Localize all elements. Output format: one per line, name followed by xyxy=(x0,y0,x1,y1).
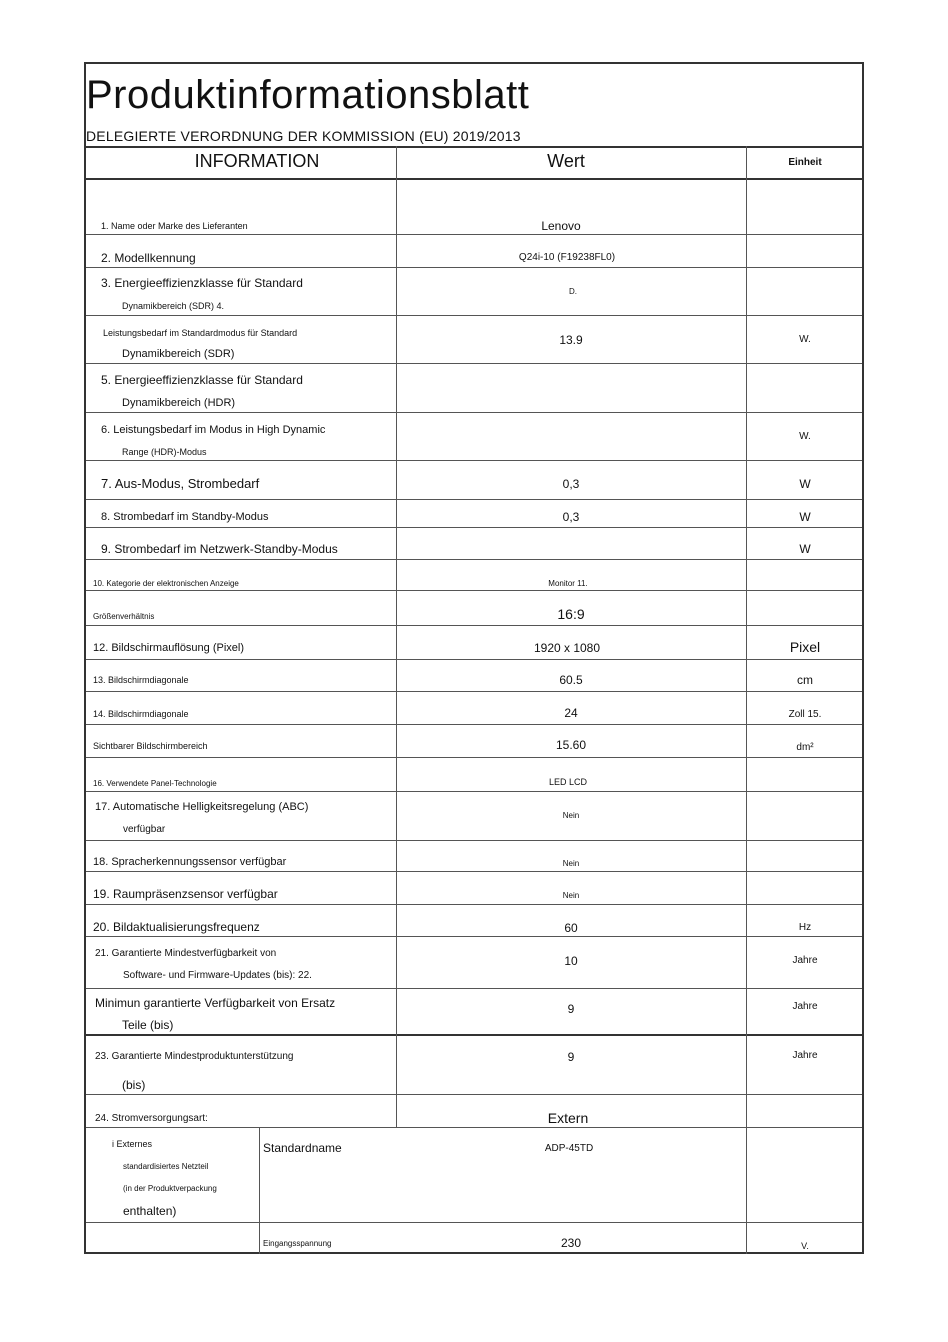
page-subtitle: DELEGIERTE VERORDNUNG DER KOMMISSION (EU) 2019/2013 xyxy=(86,128,521,144)
psu-label-line: i Externes xyxy=(112,1139,153,1149)
grid-line xyxy=(84,412,864,413)
page-title: Produktinformationsblatt xyxy=(86,73,530,117)
grid-line xyxy=(84,625,864,626)
row-value: 15.60 xyxy=(555,738,587,752)
column-divider xyxy=(259,1127,260,1254)
psu-input-voltage-label: Eingangsspannung xyxy=(263,1239,332,1248)
row-label: Sichtbarer Bildschirmbereich xyxy=(93,741,208,751)
psu-label-line: standardisiertes Netzteil xyxy=(123,1162,209,1171)
row-unit: Pixel xyxy=(789,639,821,655)
psu-input-voltage-value: 230 xyxy=(560,1236,582,1250)
grid-line xyxy=(84,315,864,316)
row-label: 21. Garantierte Mindestverfügbarkeit von xyxy=(95,948,277,959)
grid-line xyxy=(84,527,864,528)
row-value: Monitor 11. xyxy=(548,579,588,588)
grid-line xyxy=(84,460,864,461)
grid-line xyxy=(84,988,864,989)
grid-line xyxy=(84,659,864,660)
grid-line xyxy=(84,1034,864,1036)
row-label: 9. Strombedarf im Netzwerk-Standby-Modus xyxy=(101,542,338,556)
grid-line xyxy=(84,363,864,364)
row-value: Q24i-10 (F19238FL0) xyxy=(518,252,616,263)
row-value: LED LCD xyxy=(548,777,588,787)
row-value: Nein xyxy=(562,811,580,820)
row-label: 1. Name oder Marke des Lieferanten xyxy=(101,221,248,231)
row-unit: Jahre xyxy=(792,955,818,966)
table-border-left xyxy=(84,62,86,1254)
row-label: 8. Strombedarf im Standby-Modus xyxy=(101,511,269,523)
grid-line xyxy=(84,840,864,841)
row-value: D. xyxy=(569,287,577,296)
row-unit: dm² xyxy=(796,742,814,753)
grid-line xyxy=(84,1127,864,1128)
psu-label-line: (in der Produktverpackung xyxy=(123,1184,217,1193)
grid-line xyxy=(84,871,864,872)
grid-line xyxy=(84,1094,864,1095)
psu-input-voltage-unit: V. xyxy=(801,1241,809,1251)
row-label: 14. Bildschirmdiagonale xyxy=(93,709,189,719)
grid-line xyxy=(84,757,864,758)
row-label: 2. Modellkennung xyxy=(101,251,196,265)
row-value: 10 xyxy=(564,954,578,968)
table-border-top xyxy=(84,62,864,64)
grid-line xyxy=(84,267,864,268)
grid-line xyxy=(84,559,864,560)
row-value: 0,3 xyxy=(562,477,580,491)
header-information: INFORMATION xyxy=(194,151,320,171)
row-label: 18. Spracherkennungssensor verfügbar xyxy=(93,856,287,868)
row-label: 19. Raumpräsenzsensor verfügbar xyxy=(93,887,278,901)
psu-standard-name-label: Standardname xyxy=(263,1141,342,1155)
row-label-line2: (bis) xyxy=(122,1078,146,1092)
table-border-bottom xyxy=(84,1252,864,1254)
row-value: 16:9 xyxy=(557,606,585,622)
row-unit: Jahre xyxy=(792,1050,818,1061)
header-wert: Wert xyxy=(547,151,585,171)
grid-line xyxy=(84,590,864,591)
grid-line xyxy=(84,1222,864,1223)
grid-line xyxy=(84,178,864,180)
row-unit: Jahre xyxy=(792,1001,818,1012)
grid-line xyxy=(84,936,864,937)
row-value: 9 xyxy=(567,1002,575,1016)
grid-line xyxy=(84,691,864,692)
row-value: 0,3 xyxy=(562,510,580,524)
row-label: 13. Bildschirmdiagonale xyxy=(93,675,189,685)
row-label: 23. Garantierte Mindestproduktunterstützung xyxy=(95,1051,294,1062)
row-value: 9 xyxy=(567,1050,575,1064)
row-value: Nein xyxy=(562,891,580,900)
row-label: 16. Verwendete Panel-Technologie xyxy=(93,779,217,788)
table-border-right xyxy=(862,62,864,1254)
row-label: 20. Bildaktualisierungsfrequenz xyxy=(93,920,260,934)
row-label-line2: Dynamikbereich (SDR) xyxy=(122,348,235,360)
grid-line xyxy=(84,499,864,500)
row-value: 1920 x 1080 xyxy=(533,641,601,655)
row-value: 13.9 xyxy=(559,333,583,347)
grid-line xyxy=(84,791,864,792)
row-label-line2: Dynamikbereich (SDR) 4. xyxy=(122,301,225,311)
grid-line xyxy=(84,146,864,148)
grid-line xyxy=(84,234,864,235)
row-label: 24. Stromversorgungsart: xyxy=(95,1113,208,1124)
row-label: Leistungsbedarf im Standardmodus für Standard xyxy=(103,328,298,338)
row-unit: cm xyxy=(797,673,813,687)
info-sheet-table xyxy=(84,62,864,1254)
column-divider xyxy=(746,146,747,1254)
row-value: Extern xyxy=(547,1110,589,1126)
row-label: Minimun garantierte Verfügbarkeit von Ersatz xyxy=(95,996,336,1010)
row-label: 7. Aus-Modus, Strombedarf xyxy=(101,476,260,491)
row-value: 60.5 xyxy=(559,673,583,687)
row-label: 12. Bildschirmauflösung (Pixel) xyxy=(93,642,245,654)
column-divider xyxy=(396,146,397,1127)
row-label: 10. Kategorie der elektronischen Anzeige xyxy=(93,579,239,588)
row-value: 24 xyxy=(564,706,578,720)
row-value: Nein xyxy=(562,859,580,868)
row-value: 60 xyxy=(564,921,578,935)
row-label: 3. Energieeffizienzklasse für Standard xyxy=(101,276,303,290)
row-unit: W. xyxy=(799,334,811,345)
row-unit: W xyxy=(799,542,811,556)
row-label-line2: Range (HDR)-Modus xyxy=(122,447,207,457)
row-unit: W. xyxy=(799,431,811,442)
row-label-line2: Software- und Firmware-Updates (bis): 22. xyxy=(123,970,312,981)
row-label: 5. Energieeffizienzklasse für Standard xyxy=(101,373,303,387)
header-einheit: Einheit xyxy=(788,157,822,168)
row-unit: Zoll 15. xyxy=(788,709,822,720)
row-label-line2: Dynamikbereich (HDR) xyxy=(122,397,236,409)
row-label: 6. Leistungsbedarf im Modus in High Dynamic xyxy=(101,424,326,436)
row-label: Größenverhältnis xyxy=(93,612,155,621)
grid-line xyxy=(84,724,864,725)
psu-standard-name-value: ADP-45TD xyxy=(544,1143,594,1154)
psu-label-line: enthalten) xyxy=(123,1204,177,1218)
row-label-line2: Teile (bis) xyxy=(122,1018,174,1032)
row-unit: W xyxy=(799,477,811,491)
row-label-line2: verfügbar xyxy=(123,824,166,835)
row-value: Lenovo xyxy=(541,219,581,233)
row-unit: W xyxy=(799,510,811,524)
grid-line xyxy=(84,904,864,905)
row-label: 17. Automatische Helligkeitsregelung (ABC) xyxy=(95,801,309,813)
row-unit: Hz xyxy=(798,922,812,933)
